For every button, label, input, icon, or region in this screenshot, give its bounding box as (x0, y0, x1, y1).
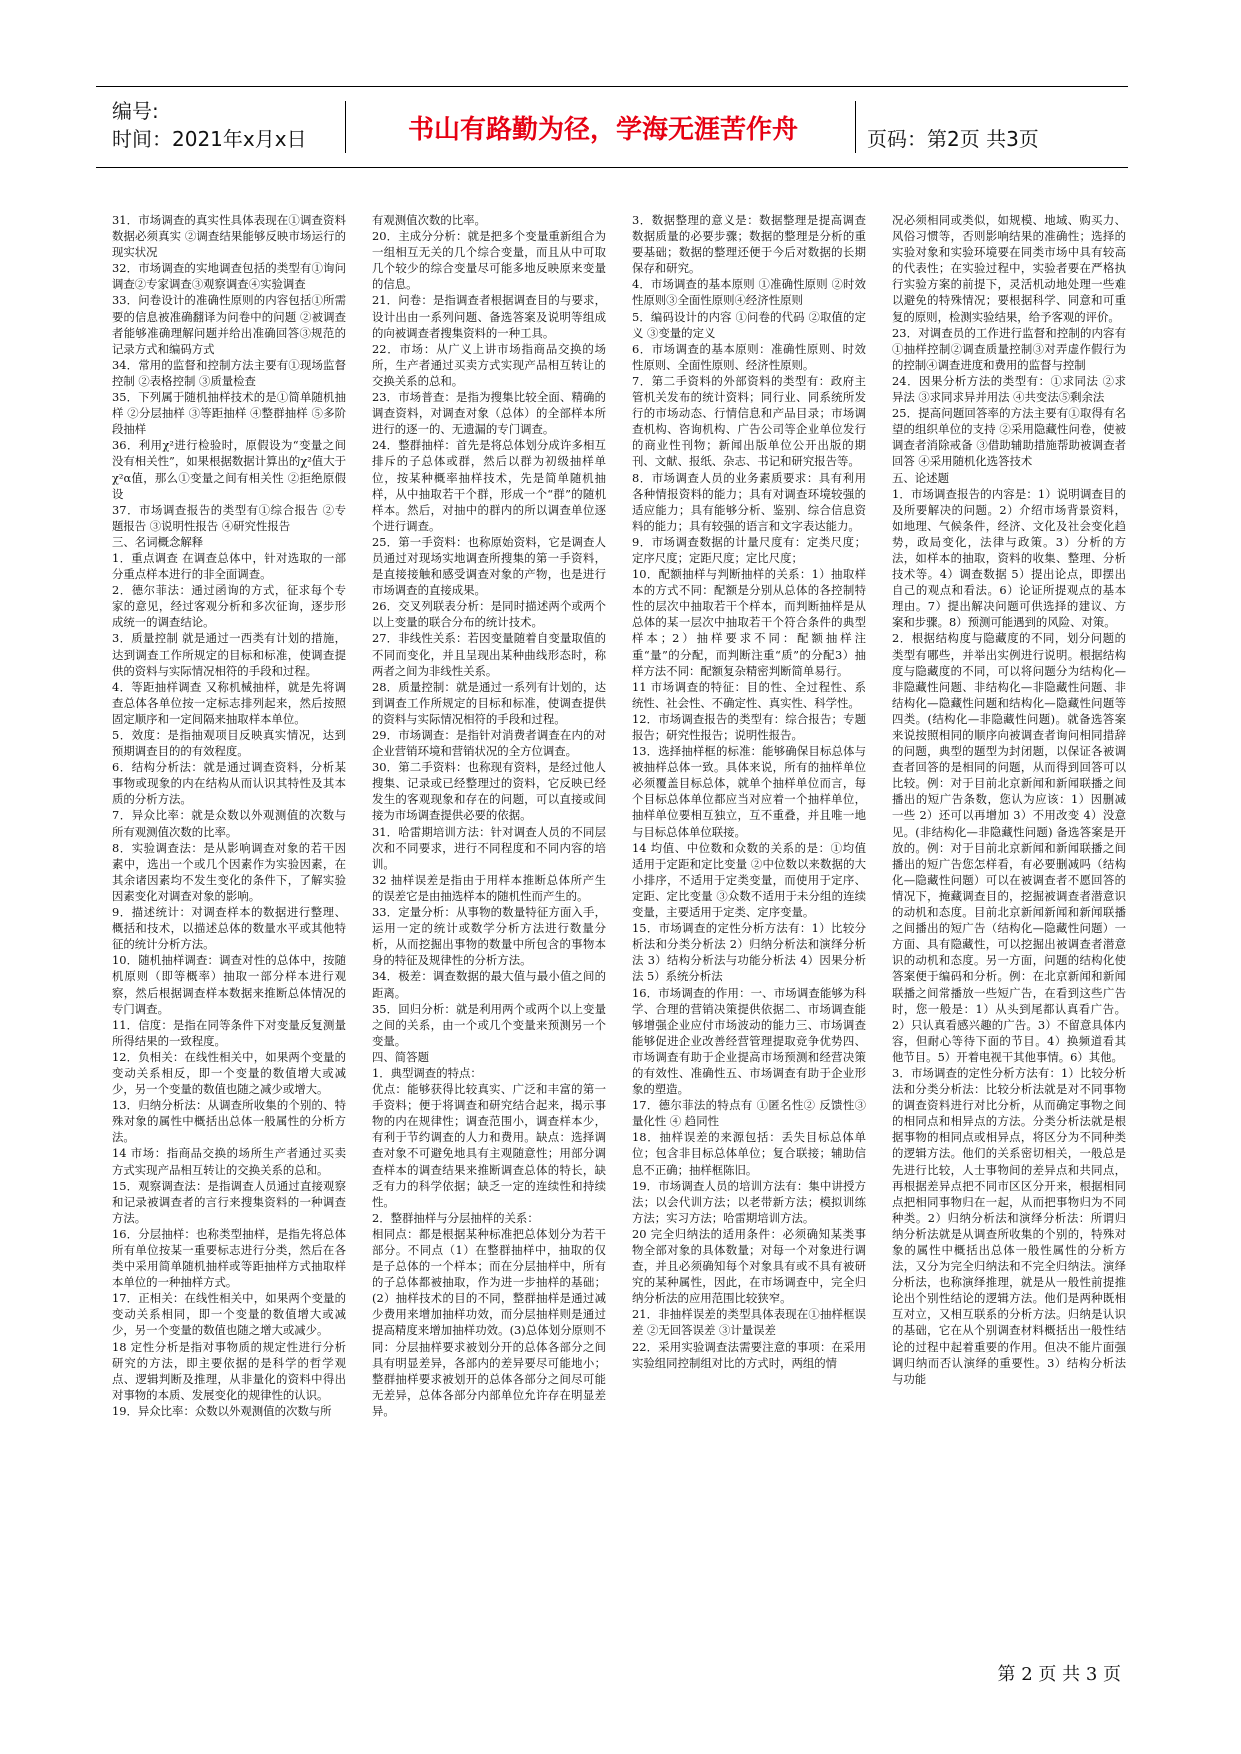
paragraph: 4．市场调查的基本原则 ①准确性原则 ②时效性原则③全面性原则④经济性原则 (632, 277, 866, 308)
paragraph: 17．正相关：在线性相关中，如果两个变量的变动关系相同，即一个变量的数值增大或减少，另一个变量的数值也随之增大或减少。 (112, 1291, 346, 1338)
paragraph: 34．常用的监督和控制方法主要有①现场监督控制 ②表格控制 ③质量检查 (112, 357, 346, 388)
paragraph: 1．重点调查 在调查总体中，针对选取的一部分重点样本进行的非全面调查。 (112, 550, 346, 582)
paragraph: 20 完全归纳法的适用条件：必须确知某类事物全部对象的具体数量；对每一个对象进行调查，并且必须确知每个对象具有或不具有被研究的某种属性，因此，在市场调查中，完全归纳分析法的应用范围比较狭窄。 (632, 1226, 866, 1306)
header-divider-left (345, 101, 346, 153)
paragraph: 29．市场调查：是指针对消费者调查在内的对企业营销环境和营销状况的全方位调查。 (372, 728, 606, 759)
paragraph: 30．第二手资料：也称现有资料，是经过他人搜集、记录或已经整理过的资料，它反映已经发生的客观现象和存在的问题，可以直接或间接为市场调查提供必要的依据。 (372, 760, 606, 823)
paragraph: 17．德尔菲法的特点有 ①匿名性② 反馈性③量化性 ④ 趋同性 (632, 1098, 866, 1129)
paragraph: 1．典型调查的特点： (372, 1065, 482, 1080)
paragraph: 13．选择抽样框的标准：能够确保目标总体与被抽样总体一致。具体来说，所有的抽样单位必须覆盖目标总体，就单个抽样单位而言，每个目标总体单位都应当对应着一个抽样单位，抽样单位要相互独立，互不重叠，并且唯一地与目标总体单位联接。 (632, 744, 866, 839)
paragraph: 31．市场调查的真实性具体表现在①调查资料数据必须真实 ②调查结果能够反映市场运行的现实状况 (112, 213, 346, 260)
paragraph: 9．描述统计：对调查样本的数据进行整理、概括和技术，以描述总体的数量水平或其他特征的统计分析方法。 (112, 905, 346, 952)
paragraph: 25．提高问题回答率的方法主要有①取得有名望的组织单位的支持 ②采用隐藏性问卷，使被调查者消除戒备 ③借助辅助措施帮助被调查者回答 ④采用随机化选答技术 (892, 406, 1126, 469)
paragraph: 6．市场调查的基本原则：准确性原则、时效性原则、全面性原则、经济性原则。 (632, 341, 866, 372)
paragraph: 有观测值次数的比率。 (372, 213, 486, 227)
paragraph: 3．质量控制 就是通过一西类有计划的措施，达到调查工作所规定的目标和标准，使调查提供的资料与实际情况相符的手段和过程。 (112, 631, 346, 678)
paragraph: 7．第二手资料的外部资料的类型有：政府主管机关发布的统计资料；同行业、同系统所发行的市场动态、行情信息和产品目录；市场调查机构、咨询机构、广告公司等企业单位发行的商业性刊物；新闻出版单位公开出版的期刊、文献、报纸、杂志、书记和研究报告等。 (632, 373, 866, 469)
document-number-label: 编号: (112, 99, 159, 123)
page-footer: 第 2 页 共 3 页 (997, 1664, 1121, 1685)
paragraph: 10．配额抽样与判断抽样的关系：1）抽取样本的方式不同：配额是分别从总体的各控制特性的层次中抽取若干个样本，而判断抽样是从总体的某一层次中抽取若干个符合条件的典型样本；2）抽样要求不同：配额抽样注重“量”的分配，而判断注重“质”的分配3）抽样方法不同：配额复杂精密判断简单易行。 (632, 567, 866, 678)
paragraph: 16．分层抽样：也称类型抽样，是指先将总体所有单位按某一重要标志进行分类，然后在各类中采用简单随机抽样或等距抽样方式抽取样本单位的一种抽样方式。 (112, 1226, 346, 1290)
paragraph: 况必须相同或类似，如规模、地域、购买力、风俗习惯等，否则影响结果的准确性；选择的实验对象和实验环境要在同类市场中具有较高的代表性；在实验过程中，实验者要在严格执行实验方案的前提下，灵活机动地处理一些难以避免的特殊情况；要根据科学、同意和可重复的原则，检测实验结果，给予客观的评价。 (892, 213, 1126, 324)
paragraph: 23．市场普查：是指为搜集比较全面、精确的调查资料，对调查对象（总体）的全部样本所进行的逐一的、无遗漏的专门调查。 (372, 390, 606, 437)
paragraph: 19．异众比率：众数以外观测值的次数与所 (112, 1403, 332, 1418)
text-column-1 (112, 212, 346, 1640)
paragraph: 2．根据结构度与隐藏度的不同，划分问题的类型有哪些，并举出实例进行说明。根据结构度与隐藏度的不同，可以将问题分为结构化—非隐藏性问题、非结构化—非隐藏性问题、非结构化—隐藏性问题和结构化—隐藏性问题等四类。(结构化—非隐藏性问题)。就备选答案来说按照相同的顺序向被调查者询问相同措辞的问题，典型的题型为封闭题，以保证各被调查者回答的是相同的问题，从而得到回答可以比较。例：对于目前北京新闻和新闻联播之间播出的短广告条数，您认为应该：1）因删减一些 2）还可以再增加 3）不用改变 4）没意见。(非结构化—非隐藏性问题) 备选答案是开放的。例：对于目前北京新闻和新闻联播之间播出的短广告您怎样看，有必要删减吗（结构化—隐藏性问题）可以在被调查者不愿回答的情况下，掩藏调查目的，挖掘被调查者潜意识的动机和态度。目前北京新闻新闻和新闻联播之间播出的短广告（结构化—隐藏性问题）一方面、具有隐藏性，可以挖掘出被调查者潜意识的动机和态度。另一方面，问题的结构化使答案便于编码和分析。例：在北京新闻和新闻联播之间常播放一些短广告，在看到这些广告时，您一般是：1）从头到尾都认真看广告。2）只认真看感兴趣的广告。3）不留意具体内容，但耐心等待下面的节目。4）换频道看其他节目。5）开着电视干其他事情。6）其他。 (892, 631, 1126, 1064)
paragraph: 7．异众比率：就是众数以外观测值的次数与所有观测值次数的比率。 (112, 808, 346, 839)
paragraph: 9．市场调查数据的计量尺度有：定类尺度；定序尺度；定距尺度；定比尺度； (632, 534, 866, 565)
paragraph: 三、名词概念解释 (112, 534, 204, 549)
header-divider-right (855, 101, 856, 153)
paragraph: 22．市场：从广义上讲市场指商品交换的场所，生产者通过买卖方式实现产品相互转让的交换关系的总和。 (372, 341, 606, 388)
paragraph: 35．回归分析：就是利用两个或两个以上变量之间的关系，由一个或几个变量来预测另一个变量。 (372, 1001, 606, 1048)
paragraph: 31．哈雷期培训方法：针对调查人员的不同层次和不同要求，进行不同程度和不同内容的培训。 (372, 824, 606, 871)
paragraph: 18 定性分析是指对事物质的规定性进行分析研究的方法，即主要依据的是科学的哲学观点、逻辑判断及推理，从非量化的资料中得出对事物的本质、发展变化的规律性的认识。 (112, 1339, 346, 1402)
paragraph: 33．问卷设计的准确性原则的内容包括①所需要的信息被准确翻译为问卷中的问题 ②被调查者能够准确理解问题并给出准确回答③规范的记录方式和编码方式 (112, 293, 346, 356)
paragraph: 五、论述题 (892, 470, 949, 485)
paragraph: 27．非线性关系：若因变量随着自变量取值的不同而变化，并且呈现出某种曲线形态时，称两者之间为非线性关系。 (372, 631, 606, 678)
text-column-3 (632, 212, 866, 1640)
paragraph: 32 抽样误差是指由于用样本推断总体所产生的误差它是由抽选样本的随机性而产生的。 (372, 872, 606, 903)
paragraph: 四、简答题 (372, 1049, 429, 1064)
paragraph: 14 均值、中位数和众数的关系的是：①均值适用于定距和定比变量 ②中位数以来数据的大小排序，不适用于定类变量，而使用于定序、定距、定比变量 ③众数不适用于未分组的连续变量，主要适用于定类、定序变量。 (632, 840, 866, 920)
paragraph: 5．效度：是指抽观项目反映真实情况，达到预期调查目的的有效程度。 (112, 728, 346, 759)
paragraph: 13．归纳分析法：从调查所收集的个别的、特殊对象的属性中概括出总体一般属性的分析方法。 (112, 1098, 346, 1145)
page-header (96, 86, 1128, 168)
paragraph: 25．第一手资料：也称原始资料，它是调查人员通过对现场实地调查所搜集的第一手资料，是直接接触和感受调查对象的产物，也是进行市场调查的直接成果。 (372, 534, 606, 598)
paragraph: 14 市场：指商品交换的场所生产者通过买卖方式实现产品相互转让的交换关系的总和。 (112, 1146, 346, 1177)
header-motto: 书山有路勤为径，学海无涯苦作舟 (407, 115, 798, 145)
paragraph: 35．下列属于随机抽样技术的是①简单随机抽样 ②分层抽样 ③等距抽样 ④整群抽样 ⑤多阶段抽样 (112, 390, 346, 437)
paragraph: 11．信度：是指在同等条件下对变量反复测量所得结果的一致程度。 (112, 1017, 346, 1048)
paragraph: 4．等距抽样调查 又称机械抽样，就是先将调查总体各单位按一定标志排列起来，然后按照固定顺序和一定间隔来抽取样本单位。 (112, 679, 346, 726)
paragraph: 23．对调查员的工作进行监督和控制的内容有①抽样控制②调查质量控制③对弄虚作假行为的控制④调查进度和费用的监督与控制 (892, 325, 1126, 372)
paragraph: 12．市场调查报告的类型有：综合报告；专题报告；研究性报告；说明性报告。 (632, 711, 866, 742)
paragraph: 37．市场调查报告的类型有①综合报告 ②专题报告 ③说明性报告 ④研究性报告 (112, 502, 346, 533)
paragraph: 28．质量控制：就是通过一系列有计划的，达到调查工作所规定的目标和标准，使调查提供的资料与实际情况相符的手段和过程。 (372, 679, 606, 726)
paragraph: 26．交叉列联表分析：是同时描述两个或两个以上变量的联合分布的统计技术。 (372, 599, 606, 630)
document-time-label: 时间：2021年x月x日 (112, 127, 307, 151)
paragraph: 12．负相关：在线性相关中，如果两个变量的变动关系相反，即一个变量的数值增大或减少，另一个变量的数值也随之减少或增大。 (112, 1049, 346, 1097)
text-column-4 (892, 212, 1126, 1640)
text-column-2 (372, 212, 606, 1640)
paragraph: 36．利用χ²进行检验时，原假设为“变量之间没有相关性”，如果根据数据计算出的χ²值大于χ²α值，那么①变量之间有相关性 ②拒绝原假设 (112, 438, 346, 501)
paragraph: 1．市场调查报告的内容是：1）说明调查目的及所要解决的问题。2）介绍市场背景资料，如地理、气候条件，经济、文化及社会变化趋势，政局变化，法律与政策。3）分析的方法，如样本的抽取，资料的收集、整理、分析技术等。4）调查数据 5）提出论点，即摆出自己的观点和看法。6）论证所提观点的基本理由。7）提出解决问题可供选择的建议、方案和步骤。8）预测可能遇到的风险、对策。 (892, 486, 1126, 630)
paragraph: 5．编码设计的内容 ①问卷的代码 ②取值的定义 ③变量的定义 (632, 309, 866, 340)
paragraph: 2．德尔菲法：通过函询的方式，征求每个专家的意见，经过客观分析和多次征询，逐步形成统一的调查结论。 (112, 583, 346, 630)
paragraph: 6．结构分析法：就是通过调查资料，分析某事物或现象的内在结构从而认识其特性及其本质的分析方法。 (112, 760, 346, 807)
paragraph: 15．观察调查法：是指调查人员通过直接观察和记录被调查者的言行来搜集资料的一种调查方法。 (112, 1178, 346, 1225)
paragraph: 22．采用实验调查法需要注意的事项：在采用实验组同控制组对比的方式时，两组的情 (632, 1339, 866, 1370)
paragraph: 3．市场调查的定性分析方法有：1）比较分析法和分类分析法：比较分析法就是对不同事物的调查资料进行对比分析，从而确定事物之间的相同点和相异点的方法。分类分析法就是根据事物的相同点或相异点，将区分为不同种类的逻辑方法。他们的关系密切相关，一般总是先进行比较，人士事物间的差异点和共同点，再根据差异点把不同市区区分开来，根据相同点把相同事物归在一起，从而把事物归为不同种类。2）归纳分析法和演绎分析法：所谓归纳分析法就是从调查所收集的个别的，特殊对象的属性中概括出总体一般性属性的分析方法，又分为完全归纳法和不完全归纳法。演绎分析法，也称演绎推理，就是从一般性前提推论出个别性结论的逻辑方法。他们是两种既相互对立，又相互联系的分析方法。归纳是认识的基础，它在从个别调查材料概括出一般性结论的过程中起着重要的作用。但决不能片面强调归纳而否认演绎的重要性。3）结构分析法与功能 (892, 1065, 1126, 1386)
paragraph: 15．市场调查的定性分析方法有：1）比较分析法和分类分析法 2）归纳分析法和演绎分析法 3）结构分析法与功能分析法 4）因果分析法 5）系统分析法 (632, 921, 866, 984)
paragraph: 11 市场调查的特征：目的性、全过程性、系统性、社会性、不确定性、真实性、科学性。 (632, 679, 866, 710)
paragraph: 16．市场调查的作用：一、市场调查能够为科学、合理的营销决策提供依据二、市场调查能够增强企业应付市场波动的能力三、市场调查能够促进企业改善经营管理提取竞争优势四、市场调查有助于企业提高市场预测和经营决策的有效性、准确性五、市场调查有助于企业形象的塑造。 (632, 985, 866, 1097)
paragraph: 19．市场调查人员的培训方法有：集中讲授方法；以会代训方法；以老带新方法；模拟训练方法；实习方法；哈雷期培训方法。 (632, 1178, 866, 1225)
paragraph: 8．实验调查法：是从影响调查对象的若干因素中，选出一个或几个因素作为实验因素，在其余诸因素均不发生变化的条件下，了解实验因素变化对调查对象的影响。 (112, 840, 346, 903)
paragraph: 优点：能够获得比较真实、广泛和丰富的第一手资料；便于将调查和研究结合起来，揭示事物的内在规律性；调查范围小，调查样本少，有利于节约调查的人力和费用。缺点：选择调查对象不可避免地具有主观随意性；用部分调查样本的调查结果来推断调查总体的特长，缺乏有力的科学依据；缺乏一定的连续性和持续性。 (372, 1082, 606, 1209)
paragraph: 8．市场调查人员的业务素质要求：具有利用各种情报资料的能力；具有对调查环境较强的适应能力；具有能够分析、鉴别、综合信息资料的能力；具有较强的语言和文字表达能力。 (632, 470, 866, 533)
paragraph: 20．主成分分析：就是把多个变量重新组合为一组相互无关的几个综合变量，而且从中可取几个较少的综合变量尽可能多地反映原来变量的信息。 (372, 229, 606, 292)
header-meta (112, 97, 307, 153)
paragraph: 24．整群抽样：首先是将总体划分成许多相互排斥的子总体或群，然后以群为初级抽样单位，按某种概率抽样技术，先是简单随机抽样，从中抽取若干个群，形成一个“群”的随机样本。然后，对抽中的群内的所以调查单位逐个进行调查。 (372, 438, 606, 533)
paragraph: 32．市场调查的实地调查包括的类型有①询问调查②专家调查③观察调查④实验调查 (112, 261, 346, 292)
paragraph: 21．非抽样误差的类型具体表现在①抽样框误差 ②无回答误差 ③计量误差 (632, 1307, 866, 1338)
paragraph: 3．数据整理的意义是：数据整理是提高调查数据质量的必要步骤；数据的整理是分析的重要基础；数据的整理还便于今后对数据的长期保存和研究。 (632, 213, 866, 276)
paragraph: 21．问卷：是指调查者根据调查目的与要求，设计出由一系列问题、备选答案及说明等组成的向被调查者搜集资料的一种工具。 (372, 293, 606, 340)
paragraph: 10．随机抽样调查：调查对性的总体中，按随机原则（即等概率）抽取一部分样本进行观察，然后根据调查样本数据来推断总体情况的专门调查。 (112, 953, 346, 1016)
header-page-number: 页码：第2页 共3页 (867, 127, 1039, 151)
paragraph: 18．抽样误差的来源包括：丢失目标总体单位；包含非目标总体单位；复合联接；辅助信息不正确；抽样框陈旧。 (632, 1130, 866, 1177)
paragraph: 相同点：都是根据某种标准把总体划分为若干部分。不同点（1）在整群抽样中，抽取的仅是子总体的一个样本；而在分层抽样中，所有的子总体都被抽取，作为进一步抽样的基础；(2）抽样技术的目的不同，整群抽样是通过减少费用来增加抽样功效，而分层抽样则是通过提高精度来增加抽样功效。(3)总体划分原则不同：分层抽样要求被划分开的总体各部分之间具有明显差异，各部内的差异要尽可能地小；整群抽样要求被划开的总体各部分之间尽可能无差异，总体各部分内部单位允许存在明显差异。 (372, 1226, 606, 1418)
body-columns (112, 212, 1136, 1640)
paragraph: 2．整群抽样与分层抽样的关系： (372, 1210, 539, 1225)
paragraph: 34．极差：调查数据的最大值与最小值之间的距离。 (372, 969, 606, 1000)
paragraph: 24．因果分析方法的类型有：①求同法 ②求异法 ③求同求异并用法 ④共变法⑤剩余法 (892, 373, 1126, 405)
paragraph: 33．定量分析：从事物的数量特征方面入手，运用一定的统计或数学分析方法进行数量分析，从而挖掘出事物的数量中所包含的事物本身的特征及规律性的分析方法。 (372, 905, 606, 968)
